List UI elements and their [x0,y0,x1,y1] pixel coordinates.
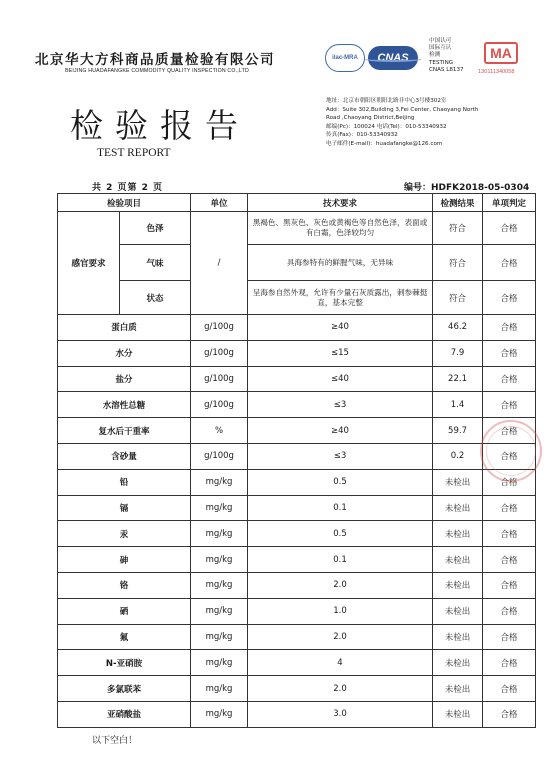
row-item: 复水后干重率 [58,418,191,444]
table-row [58,624,536,650]
table-row [58,281,536,315]
row-unit: mg/kg [191,572,248,598]
company-name-cn: 北京华大方科商品质量检验有限公司 [35,52,275,68]
row-item: 砷 [58,547,191,573]
table-row [58,650,536,676]
row-verdict: 合格 [483,443,536,469]
row-item: 汞 [58,521,191,547]
row-result: 7.9 [433,340,483,366]
row-requirement: 0.5 [248,469,433,495]
company-name-en: BEIJING HUADAFANGKE COMMODITY QUALITY INSPECTION CO.,LTD [65,68,249,74]
row-unit: mg/kg [191,598,248,624]
table-row [58,315,536,341]
row-unit: mg/kg [191,495,248,521]
header-requirement: 技术要求 [248,194,433,212]
cma-number: 130111340058 [478,69,515,75]
cnas-line: 检测 [429,52,441,59]
row-result: 1.4 [433,392,483,418]
header-result: 检测结果 [433,194,483,212]
row-requirement: ≤3 [248,392,433,418]
row-unit: mg/kg [191,547,248,573]
row-requirement: 2.0 [248,624,433,650]
row-verdict: 合格 [483,315,536,341]
row-requirement: 4 [248,650,433,676]
sensory-group-label: 感官要求 [58,212,120,315]
row-requirement: 0.1 [248,495,433,521]
cnas-line: CNAS L8137 [429,66,464,73]
row-requirement: 具海参特有的鲜腥气味，无异味 [248,245,433,281]
row-verdict: 合格 [483,245,536,281]
row-item: 氟 [58,624,191,650]
row-requirement: ≤15 [248,340,433,366]
row-verdict: 合格 [483,366,536,392]
row-item: 气味 [120,245,191,281]
row-item: 水分 [58,340,191,366]
row-verdict: 合格 [483,547,536,573]
row-verdict: 合格 [483,701,536,727]
row-result: 符合 [433,281,483,315]
row-item: 状态 [120,281,191,315]
table-row [58,701,536,727]
row-unit: g/100g [191,340,248,366]
row-requirement: ≥40 [248,418,433,444]
address-line: 地址：北京市朝阳区朝阳北路非中心3号楼302室 [326,98,447,104]
row-result: 符合 [433,245,483,281]
row-unit: g/100g [191,443,248,469]
row-result: 未检出 [433,495,483,521]
row-result: 符合 [433,212,483,245]
row-item: 色泽 [120,212,191,245]
cnas-line: TESTING [429,59,454,66]
row-item: 硒 [58,598,191,624]
table-header-row [58,194,536,212]
cnas-logo-text: CNAS [377,52,409,64]
table-row [58,495,536,521]
address-line: Road ,Chaoyang District,Beijing [326,115,415,122]
cnas-line: 中国认可 [429,38,452,44]
table-row [58,418,536,444]
footer-note: 以下空白！ [92,736,138,746]
report-title-en: TEST REPORT [97,147,171,159]
row-requirement: 3.0 [248,701,433,727]
table-row [58,366,536,392]
row-verdict: 合格 [483,650,536,676]
table-row [58,469,536,495]
address-line: 邮编(Pc)：100024 电话(Tel)：010-53340932 [326,123,447,130]
table-row [58,598,536,624]
table-row [58,521,536,547]
row-verdict: 合格 [483,392,536,418]
row-requirement: 1.0 [248,598,433,624]
row-result: 未检出 [433,701,483,727]
row-unit: mg/kg [191,650,248,676]
header-item: 检验项目 [58,194,191,212]
row-requirement: 呈海参自然外观，允许有少量石灰质露出，刺参棘挺直，基本完整 [248,281,433,315]
row-verdict: 合格 [483,624,536,650]
row-verdict: 合格 [483,340,536,366]
table-row [58,392,536,418]
row-verdict: 合格 [483,495,536,521]
header-verdict: 单项判定 [483,194,536,212]
report-title: 检验报告 [70,106,250,145]
ma-logo-text: MA [490,45,512,61]
table-row [58,212,536,245]
address-line: 传真(Fax)：010-53340932 [326,132,398,139]
row-result: 未检出 [433,572,483,598]
row-unit: % [191,418,248,444]
table-row [58,572,536,598]
table-row [58,340,536,366]
row-unit: g/100g [191,315,248,341]
row-result: 未检出 [433,650,483,676]
address-line: Add：Suite 302,Building 3,Fei Center, Chaoyang North [326,106,479,113]
row-requirement: ≤3 [248,443,433,469]
row-unit: mg/kg [191,469,248,495]
ilac-logo-text: ilac-MRA [332,55,358,61]
table-row [58,676,536,702]
row-result: 22.1 [433,366,483,392]
row-result: 未检出 [433,469,483,495]
row-unit: g/100g [191,366,248,392]
sensory-unit: / [191,212,248,315]
header-unit: 单位 [191,194,248,212]
row-verdict: 合格 [483,281,536,315]
cnas-line: 国际互认 [429,45,452,52]
row-unit: mg/kg [191,701,248,727]
row-requirement: 2.0 [248,676,433,702]
row-verdict: 合格 [483,469,536,495]
row-item: 亚硝酸盐 [58,701,191,727]
row-verdict: 合格 [483,418,536,444]
row-requirement: ≥40 [248,315,433,341]
row-result: 未检出 [433,547,483,573]
page-info: 共 2 页第 2 页 [92,183,164,193]
table-row [58,245,536,281]
row-verdict: 合格 [483,521,536,547]
row-item: 盐分 [58,366,191,392]
cma-logo-icon [484,42,518,64]
row-verdict: 合格 [483,212,536,245]
row-unit: mg/kg [191,676,248,702]
row-item: 镉 [58,495,191,521]
address-line: 电子邮件(E-mail)：huadafangke@126.com [326,140,443,147]
row-item: 蛋白质 [58,315,191,341]
cnas-swoosh-icon [364,56,422,62]
row-result: 未检出 [433,598,483,624]
row-result: 未检出 [433,676,483,702]
row-requirement: 0.5 [248,521,433,547]
report-number: 编号：HDFK2018-05-0304 [404,183,530,193]
row-item: 铅 [58,469,191,495]
inspection-table [57,193,536,728]
row-requirement: 0.1 [248,547,433,573]
row-unit: g/100g [191,392,248,418]
table-row [58,547,536,573]
cnas-accreditation-text [429,38,464,74]
row-requirement: 黑褐色、黑灰色、灰色或黄褐色等自然色泽，表面或有白霜，色泽较均匀 [248,212,433,245]
row-result: 46.2 [433,315,483,341]
row-requirement: 2.0 [248,572,433,598]
row-unit: mg/kg [191,521,248,547]
row-verdict: 合格 [483,676,536,702]
row-item: 水溶性总糖 [58,392,191,418]
row-result: 0.2 [433,443,483,469]
row-verdict: 合格 [483,598,536,624]
row-result: 未检出 [433,624,483,650]
row-item: 多氯联苯 [58,676,191,702]
row-verdict: 合格 [483,572,536,598]
row-item: N-亚硝胺 [58,650,191,676]
row-result: 未检出 [433,521,483,547]
row-result: 59.7 [433,418,483,444]
address-block [326,97,536,149]
data-rows [58,315,536,728]
row-unit: mg/kg [191,624,248,650]
row-item: 含砂量 [58,443,191,469]
row-item: 铬 [58,572,191,598]
table-row [58,443,536,469]
row-requirement: ≤40 [248,366,433,392]
ilac-mra-logo-icon [325,44,365,72]
